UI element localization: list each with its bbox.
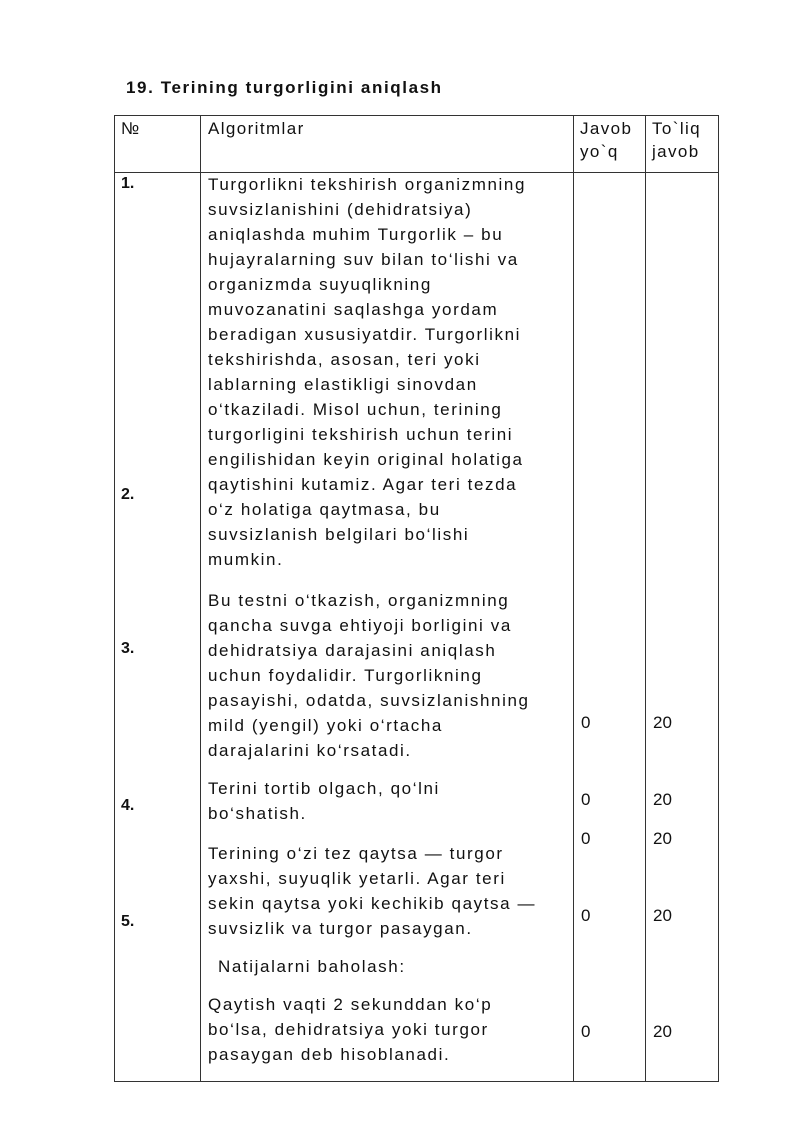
table-right-border: [718, 115, 719, 1082]
score-toliq-javob-2: 20: [653, 790, 672, 809]
text-line: Turgorlikni tekshirish organizmning: [208, 175, 527, 194]
header-number: №: [121, 119, 141, 138]
text-line: sekin qaytsa yoki kechikib qaytsa —: [208, 894, 537, 913]
algorithm-paragraph-5: [218, 954, 406, 979]
text-line: bo‘lsa, dehidratsiya yoki turgor: [208, 1020, 489, 1039]
text-line: bo‘shatish.: [208, 804, 307, 823]
text-line: suvsizlanish belgilari bo‘lishi: [208, 525, 470, 544]
row-number-4: 4.: [121, 797, 135, 814]
header-algorithms: Algoritmlar: [208, 119, 305, 138]
score-javob-yoq-1: 0: [581, 713, 591, 732]
text-line: o‘tkaziladi. Misol uchun, terining: [208, 400, 503, 419]
text-line: aniqlashda muhim Turgorlik – bu: [208, 225, 504, 244]
row-number-1: 1.: [121, 175, 135, 192]
table-col-divider-2: [573, 115, 574, 1082]
text-line: pasaygan deb hisoblanadi.: [208, 1045, 451, 1064]
text-line: pasayishi, odatda, suvsizlanishning: [208, 691, 530, 710]
text-line: organizmda suyuqlikning: [208, 275, 432, 294]
text-line: o‘z holatiga qaytmasa, bu: [208, 500, 441, 519]
header-javob-yoq-2: yo`q: [580, 142, 619, 161]
text-line: qancha suvga ehtiyoji borligini va: [208, 616, 512, 635]
table-left-border: [114, 115, 115, 1082]
text-line: tekshirishda, asosan, teri yoki: [208, 350, 481, 369]
text-line: muvozanatini saqlashga yordam: [208, 300, 499, 319]
page-title: 19. Terining turgorligini aniqlash: [126, 78, 443, 97]
text-line: darajalarini ko‘rsatadi.: [208, 741, 412, 760]
algorithm-paragraph-2: [208, 588, 530, 763]
header-javob-yoq-1: Javob: [580, 119, 633, 138]
algorithm-paragraph-6: [208, 992, 492, 1067]
text-line: turgorligini tekshirish uchun terini: [208, 425, 514, 444]
text-line: lablarning elastikligi sinovdan: [208, 375, 478, 394]
score-toliq-javob-5: 20: [653, 1022, 672, 1041]
score-toliq-javob-1: 20: [653, 713, 672, 732]
text-line: Natijalarni baholash:: [218, 957, 406, 976]
text-line: Terining o‘zi tez qaytsa — turgor: [208, 844, 504, 863]
score-javob-yoq-4: 0: [581, 906, 591, 925]
header-toliq-javob-2: javob: [652, 142, 700, 161]
text-line: mild (yengil) yoki o‘rtacha: [208, 716, 443, 735]
row-number-5: 5.: [121, 913, 135, 930]
text-line: engilishidan keyin original holatiga: [208, 450, 524, 469]
text-line: mumkin.: [208, 550, 284, 569]
text-line: uchun foydalidir. Turgorlikning: [208, 666, 483, 685]
algorithm-paragraph-3: [208, 776, 440, 826]
header-toliq-javob-1: To`liq: [652, 119, 702, 138]
score-javob-yoq-5: 0: [581, 1022, 591, 1041]
table-col-divider-1: [200, 115, 201, 1082]
score-toliq-javob-4: 20: [653, 906, 672, 925]
table-bottom-border: [114, 1081, 719, 1082]
text-line: hujayralarning suv bilan to‘lishi va: [208, 250, 519, 269]
text-line: Terini tortib olgach, qo‘lni: [208, 779, 440, 798]
text-line: suvsizlanishini (dehidratsiya): [208, 200, 473, 219]
row-number-2: 2.: [121, 486, 135, 503]
text-line: dehidratsiya darajasini aniqlash: [208, 641, 497, 660]
score-toliq-javob-3: 20: [653, 829, 672, 848]
score-javob-yoq-2: 0: [581, 790, 591, 809]
algorithm-paragraph-4: [208, 841, 536, 941]
row-number-3: 3.: [121, 640, 135, 657]
text-line: suvsizlik va turgor pasaygan.: [208, 919, 473, 938]
text-line: qaytishini kutamiz. Agar teri tezda: [208, 475, 518, 494]
text-line: yaxshi, suyuqlik yetarli. Agar teri: [208, 869, 506, 888]
table-top-border: [114, 115, 719, 116]
text-line: Bu testni o‘tkazish, organizmning: [208, 591, 510, 610]
text-line: Qaytish vaqti 2 sekunddan ko‘p: [208, 995, 493, 1014]
table-col-divider-3: [645, 115, 646, 1082]
score-javob-yoq-3: 0: [581, 829, 591, 848]
text-line: beradigan xususiyatdir. Turgorlikni: [208, 325, 522, 344]
algorithm-paragraph-1: [208, 172, 526, 572]
